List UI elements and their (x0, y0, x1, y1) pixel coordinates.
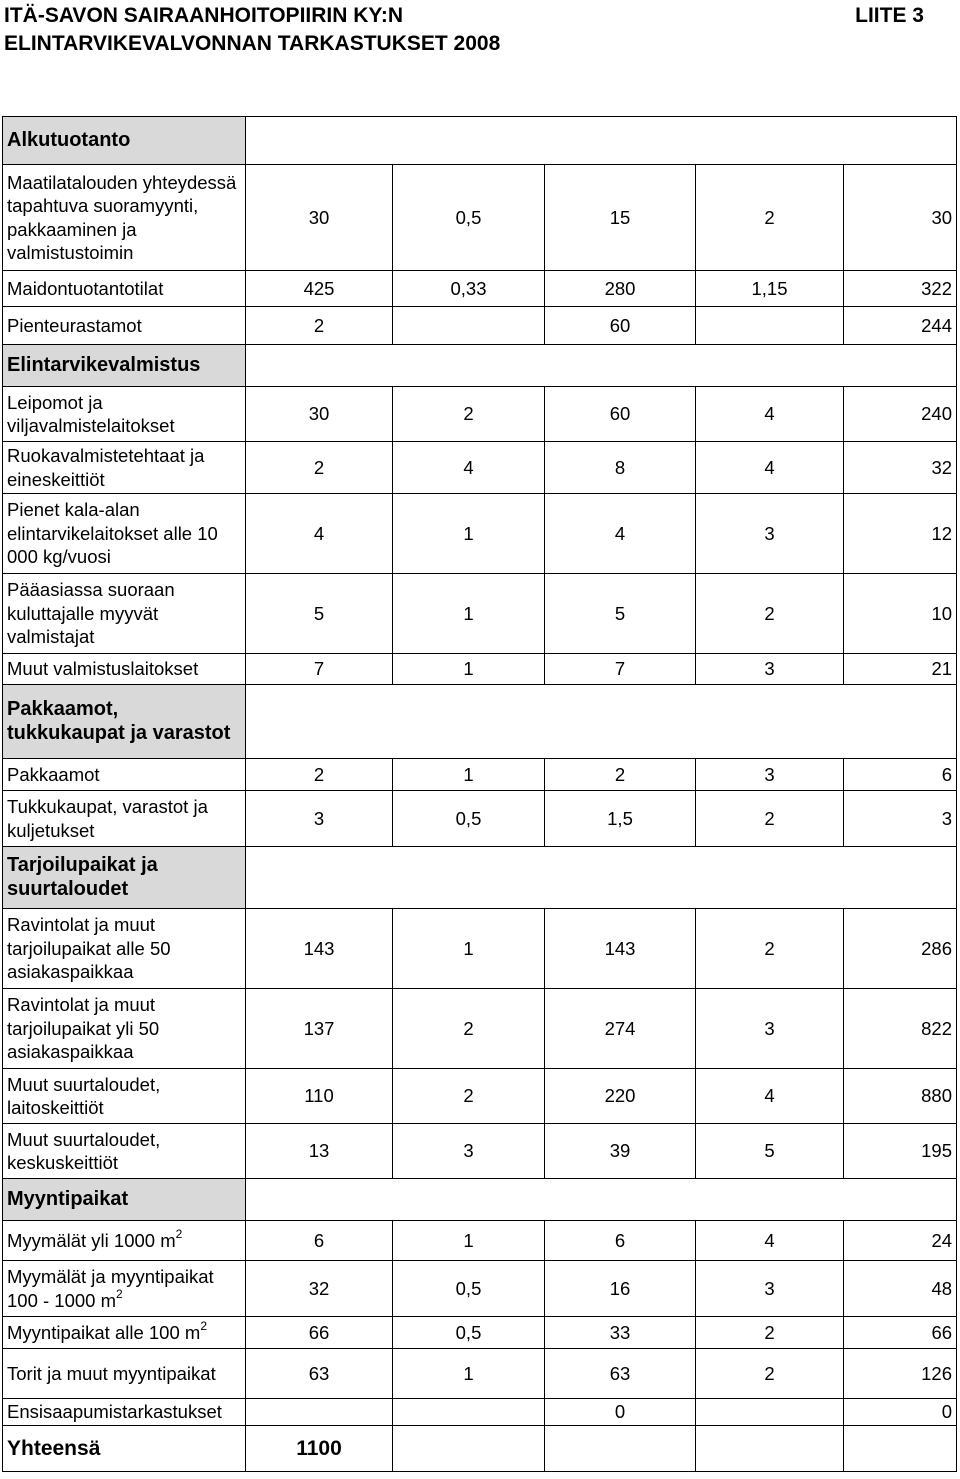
document-title: ELINTARVIKEVALVONNAN TARKASTUKSET 2008 (4, 32, 501, 55)
value-cell-5: 10 (844, 574, 957, 654)
value-cell-1: 137 (246, 989, 393, 1069)
row-label (3, 1317, 246, 1349)
value-cell-2: 1 (393, 759, 545, 791)
value-cell-4: 4 (696, 387, 844, 442)
value-cell-1: 66 (246, 1317, 393, 1349)
value-cell-5: 0 (844, 1399, 957, 1426)
value-cell-1: 6 (246, 1221, 393, 1261)
value-cell-4: 2 (696, 165, 844, 271)
total-label (3, 1426, 246, 1472)
row-label (3, 1069, 246, 1124)
row-label (3, 165, 246, 271)
row-label-text: Myyntipaikat alle 100 m (7, 1321, 201, 1343)
unit-superscript: 2 (175, 1226, 183, 1241)
value-cell-1: 4 (246, 494, 393, 574)
table-row (3, 1349, 957, 1399)
section-header-row (3, 345, 957, 387)
section-header-row (3, 685, 957, 759)
row-label (3, 442, 246, 494)
value-cell-3: 6 (545, 1221, 696, 1261)
row-label (3, 307, 246, 345)
value-cell-4: 3 (696, 989, 844, 1069)
table-row (3, 494, 957, 574)
value-cell-1: 32 (246, 1261, 393, 1317)
value-cell-2 (393, 307, 545, 345)
row-label-text: Ensisaapumistarkastukset (7, 1401, 222, 1423)
value-cell-4 (696, 1399, 844, 1426)
row-label (3, 791, 246, 847)
value-cell-2: 1 (393, 574, 545, 654)
row-label-text: Muut suurtaloudet, laitoskeittiöt (7, 1073, 161, 1118)
value-cell-4: 1,15 (696, 271, 844, 307)
value-cell-3: 2 (545, 759, 696, 791)
row-label (3, 271, 246, 307)
section-blank-cell (246, 117, 957, 165)
value-cell-4: 3 (696, 759, 844, 791)
table-row (3, 307, 957, 345)
row-label-text: Torit ja muut myyntipaikat (7, 1362, 216, 1384)
value-cell-1: 30 (246, 165, 393, 271)
row-label-text: Ravintolat ja muut tarjoilupaikat yli 50 asiakaspaikkaa (7, 994, 160, 1063)
value-cell-4: 5 (696, 1124, 844, 1179)
value-cell-4: 2 (696, 791, 844, 847)
value-cell-2: 0,5 (393, 791, 545, 847)
section-title: Elintarvikevalmistus (3, 345, 246, 387)
value-cell-1: 63 (246, 1349, 393, 1399)
value-cell-4: 4 (696, 442, 844, 494)
row-label (3, 654, 246, 685)
value-cell-2: 2 (393, 387, 545, 442)
unit-superscript: 2 (116, 1286, 123, 1301)
value-cell-3: 33 (545, 1317, 696, 1349)
value-cell-4 (696, 1426, 844, 1472)
section-title: Alkutuotanto (3, 117, 246, 165)
value-cell-1: 425 (246, 271, 393, 307)
row-label (3, 1221, 246, 1261)
value-cell-5: 195 (844, 1124, 957, 1179)
value-cell-1: 13 (246, 1124, 393, 1179)
row-label (3, 387, 246, 442)
row-label-text: Leipomot ja viljavalmistelaitokset (7, 391, 175, 436)
row-label (3, 989, 246, 1069)
section-header-row (3, 1179, 957, 1221)
value-cell-2 (393, 1426, 545, 1472)
value-cell-5: 244 (844, 307, 957, 345)
section-title: Pakkaamot, tukkukaupat ja varastot (3, 685, 246, 759)
value-cell-2: 1 (393, 909, 545, 989)
row-label-text: Myymälät ja myyntipaikat 100 - 1000 m (7, 1266, 214, 1311)
section-header-row (3, 847, 957, 909)
value-cell-4: 4 (696, 1069, 844, 1124)
value-cell-1: 7 (246, 654, 393, 685)
value-cell-2: 0,5 (393, 165, 545, 271)
value-cell-2: 0,5 (393, 1261, 545, 1317)
table-row (3, 791, 957, 847)
row-label-text: Muut suurtaloudet, keskuskeittiöt (7, 1128, 161, 1173)
row-label-text: Maatilatalouden yhteydessä tapahtuva suoramyynti, pakkaaminen ja valmistustoimin (7, 171, 237, 263)
row-label-text: Yhteensä (7, 1436, 101, 1460)
organization-title: ITÄ-SAVON SAIRAANHOITOPIIRIN KY:N (4, 4, 404, 27)
value-cell-4 (696, 307, 844, 345)
row-label-text: Pienteurastamot (7, 314, 142, 336)
row-label (3, 1261, 246, 1317)
section-blank-cell (246, 847, 957, 909)
value-cell-4: 2 (696, 909, 844, 989)
value-cell-2: 1 (393, 1349, 545, 1399)
value-cell-5: 322 (844, 271, 957, 307)
value-cell-1: 2 (246, 307, 393, 345)
table-row (3, 654, 957, 685)
value-cell-5: 32 (844, 442, 957, 494)
table-row (3, 759, 957, 791)
value-cell-4: 3 (696, 654, 844, 685)
value-cell-1: 2 (246, 759, 393, 791)
value-cell-1: 1100 (246, 1426, 393, 1472)
value-cell-4: 2 (696, 1317, 844, 1349)
value-cell-2: 2 (393, 1069, 545, 1124)
value-cell-5: 66 (844, 1317, 957, 1349)
table-row (3, 1261, 957, 1317)
row-label-text: Muut valmistuslaitokset (7, 658, 199, 680)
row-label-text: Myymälät yli 1000 m (7, 1229, 176, 1251)
value-cell-3: 220 (545, 1069, 696, 1124)
value-cell-3: 7 (545, 654, 696, 685)
value-cell-1: 5 (246, 574, 393, 654)
row-label-text: Pakkaamot (7, 763, 100, 785)
row-label (3, 1349, 246, 1399)
value-cell-1: 143 (246, 909, 393, 989)
value-cell-5: 3 (844, 791, 957, 847)
value-cell-1: 30 (246, 387, 393, 442)
table-row (3, 909, 957, 989)
value-cell-3: 60 (545, 307, 696, 345)
section-blank-cell (246, 1179, 957, 1221)
row-label-text: Tukkukaupat, varastot ja kuljetukset (7, 796, 208, 841)
appendix-label: LIITE 3 (855, 4, 924, 27)
row-label (3, 494, 246, 574)
value-cell-5: 24 (844, 1221, 957, 1261)
value-cell-3: 63 (545, 1349, 696, 1399)
row-label (3, 574, 246, 654)
value-cell-3: 5 (545, 574, 696, 654)
section-header-row (3, 117, 957, 165)
value-cell-4: 3 (696, 494, 844, 574)
value-cell-2: 2 (393, 989, 545, 1069)
section-blank-cell (246, 345, 957, 387)
value-cell-5: 6 (844, 759, 957, 791)
value-cell-2: 1 (393, 1221, 545, 1261)
value-cell-3: 8 (545, 442, 696, 494)
table-row (3, 387, 957, 442)
total-row (3, 1426, 957, 1472)
value-cell-3: 274 (545, 989, 696, 1069)
value-cell-2: 0,33 (393, 271, 545, 307)
value-cell-5: 21 (844, 654, 957, 685)
value-cell-2: 0,5 (393, 1317, 545, 1349)
row-label (3, 1399, 246, 1426)
row-label (3, 1124, 246, 1179)
table-row (3, 1399, 957, 1426)
value-cell-2: 3 (393, 1124, 545, 1179)
table-row (3, 1124, 957, 1179)
table-row (3, 989, 957, 1069)
value-cell-2 (393, 1399, 545, 1426)
row-label-text: Pienet kala-alan elintarvikelaitokset alle 10 000 kg/vuosi (7, 499, 218, 568)
section-title: Tarjoilupaikat ja suurtaloudet (3, 847, 246, 909)
value-cell-1: 2 (246, 442, 393, 494)
value-cell-2: 1 (393, 494, 545, 574)
value-cell-3: 4 (545, 494, 696, 574)
row-label-text: Ravintolat ja muut tarjoilupaikat alle 50 asiakaspaikkaa (7, 914, 171, 983)
inspections-table-body (3, 117, 957, 1472)
value-cell-1 (246, 1399, 393, 1426)
value-cell-5: 48 (844, 1261, 957, 1317)
value-cell-3: 1,5 (545, 791, 696, 847)
value-cell-5: 240 (844, 387, 957, 442)
value-cell-3: 60 (545, 387, 696, 442)
row-label (3, 759, 246, 791)
table-row (3, 1069, 957, 1124)
value-cell-5: 286 (844, 909, 957, 989)
value-cell-3: 143 (545, 909, 696, 989)
value-cell-4: 2 (696, 574, 844, 654)
inspections-table (2, 116, 957, 1472)
row-label-text: Ruokavalmistetehtaat ja eineskeittiöt (7, 445, 205, 490)
row-label-text: Pääasiassa suoraan kuluttajalle myyvät valmistajat (7, 579, 175, 648)
value-cell-5: 880 (844, 1069, 957, 1124)
value-cell-3: 15 (545, 165, 696, 271)
value-cell-3: 16 (545, 1261, 696, 1317)
value-cell-4: 3 (696, 1261, 844, 1317)
unit-superscript: 2 (200, 1318, 207, 1333)
row-label (3, 909, 246, 989)
row-label-text: Maidontuotantotilat (7, 277, 164, 299)
value-cell-3: 0 (545, 1399, 696, 1426)
value-cell-4: 4 (696, 1221, 844, 1261)
section-title: Myyntipaikat (3, 1179, 246, 1221)
table-row (3, 271, 957, 307)
value-cell-3: 39 (545, 1124, 696, 1179)
table-row (3, 442, 957, 494)
value-cell-5: 30 (844, 165, 957, 271)
value-cell-5 (844, 1426, 957, 1472)
section-blank-cell (246, 685, 957, 759)
value-cell-5: 822 (844, 989, 957, 1069)
table-row (3, 1317, 957, 1349)
value-cell-1: 3 (246, 791, 393, 847)
value-cell-2: 4 (393, 442, 545, 494)
value-cell-5: 12 (844, 494, 957, 574)
table-row (3, 1221, 957, 1261)
value-cell-3: 280 (545, 271, 696, 307)
value-cell-1: 110 (246, 1069, 393, 1124)
table-row (3, 165, 957, 271)
value-cell-2: 1 (393, 654, 545, 685)
value-cell-3 (545, 1426, 696, 1472)
value-cell-5: 126 (844, 1349, 957, 1399)
value-cell-4: 2 (696, 1349, 844, 1399)
table-row (3, 574, 957, 654)
